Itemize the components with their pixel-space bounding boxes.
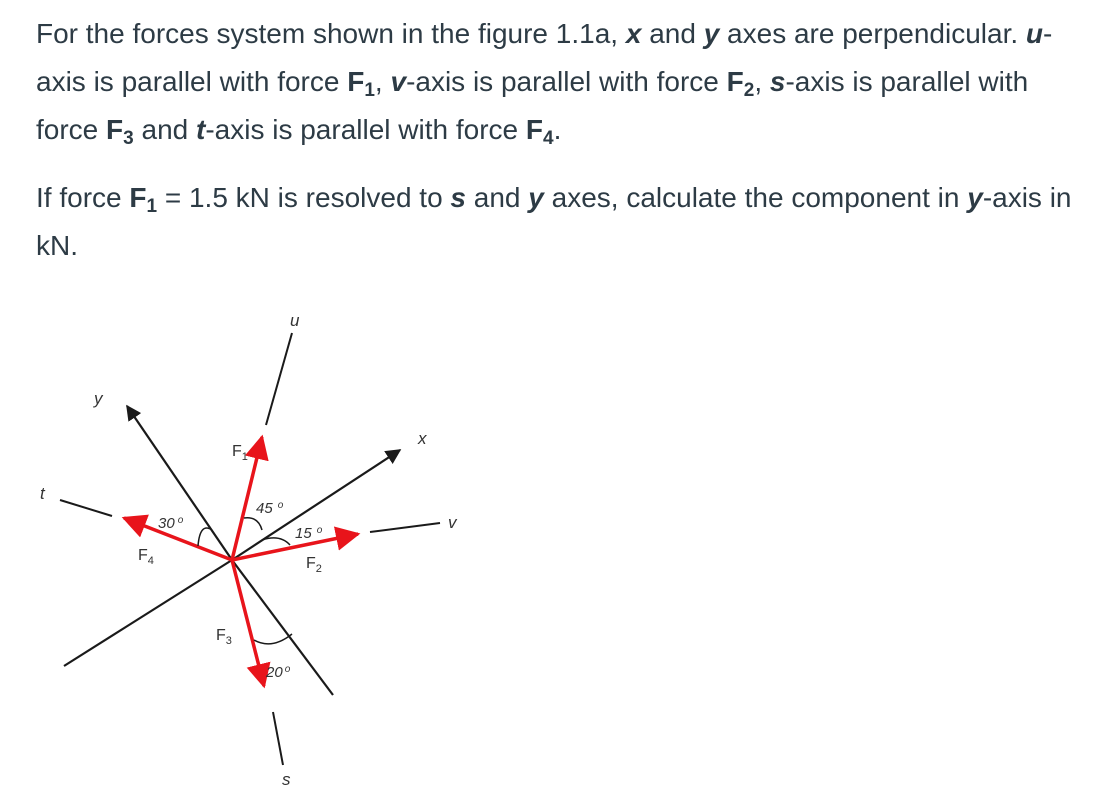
s-axis-label: s [282,770,291,789]
u-axis-label: u [290,311,300,330]
x-axis-extension [64,560,232,666]
angle-label-45: 45 $^o$ [256,500,284,517]
t-axis-line [60,500,112,516]
force-f1-label: $F_1$ [232,443,248,463]
y-axis-line [127,406,232,560]
force-f3-label: $F_3$ [216,627,232,647]
force-f3-arrow [232,560,264,686]
s-axis-line [273,712,283,765]
force-f2-label: $F_2$ [306,555,322,575]
v-axis-line [370,523,440,532]
angle-arc-15 [262,538,290,545]
problem-paragraph-2: If force $F_1 = 1.5$ kN is resolved to s and y axes, calculate the component in y-axis in kN. [36,182,1072,261]
angle-label-20: 20 $^o$ [266,664,291,681]
problem-paragraph-1: For the forces system shown in the figure 1.1a, x and y axes are perpendicular. u-axis is parallel with force $F_1$, v-axis is parallel with force $F_2$, s-axis is parallel with force $F_3$ and t-axis is parallel with force $F_4$. [36,18,1053,149]
x-axis-label: x [418,429,427,448]
angle-arc-20 [254,634,292,644]
angle-label-30: 30 $^o$ [158,515,184,532]
u-axis-line [266,333,292,425]
force-f4-label: $F_4$ [138,547,154,567]
angle-label-15: 15 $^o$ [295,525,323,542]
v-axis-label: v [448,513,457,532]
angle-arc-45 [244,518,262,530]
y-axis-label: y [94,389,103,408]
angle-arc-30 [198,528,212,546]
t-axis-label: t [40,484,45,503]
